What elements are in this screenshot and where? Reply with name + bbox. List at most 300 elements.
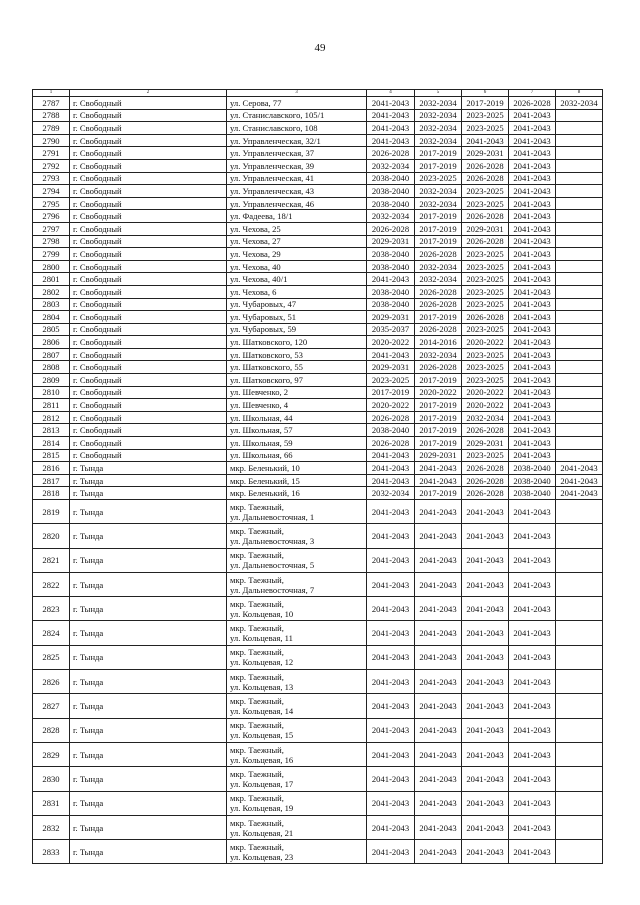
period-cell: 2023-2025 (462, 109, 509, 122)
period-cell (556, 694, 603, 718)
city-cell: г. Тында (70, 474, 227, 487)
address-line: ул. Дальневосточная, 5 (230, 560, 315, 571)
period-cell (556, 122, 603, 135)
row-number: 2800 (33, 260, 70, 273)
table-row (33, 742, 603, 766)
period-cell (556, 210, 603, 223)
address-line: мкр. Таежный, (230, 720, 284, 731)
period-cell: 2026-2028 (367, 222, 415, 235)
row-number: 2815 (33, 449, 70, 462)
row-number: 2823 (33, 597, 70, 621)
address-cell (227, 548, 367, 572)
period-cell: 2041-2043 (509, 399, 556, 412)
period-cell: 2041-2043 (462, 134, 509, 147)
row-number: 2826 (33, 670, 70, 694)
period-cell: 2041-2043 (415, 645, 462, 669)
period-cell: 2041-2043 (462, 621, 509, 645)
period-cell: 2023-2025 (462, 273, 509, 286)
address-cell (227, 449, 367, 462)
period-cell: 2035-2037 (367, 323, 415, 336)
address-cell (227, 411, 367, 424)
period-cell: 2038-2040 (509, 487, 556, 500)
table-row (33, 524, 603, 548)
period-cell: 2041-2043 (367, 548, 415, 572)
row-number: 2824 (33, 621, 70, 645)
city-cell: г. Свободный (70, 323, 227, 336)
period-cell: 2038-2040 (367, 260, 415, 273)
address-line: ул. Дальневосточная, 3 (230, 535, 315, 546)
address-line: ул. Кольцевая, 21 (230, 827, 294, 838)
address-cell (227, 374, 367, 387)
period-cell: 2017-2019 (415, 411, 462, 424)
address-cell (227, 235, 367, 248)
period-cell: 2023-2025 (462, 197, 509, 210)
period-cell: 2026-2028 (462, 210, 509, 223)
city-cell: г. Свободный (70, 97, 227, 110)
address-cell (227, 645, 367, 669)
period-cell (556, 670, 603, 694)
address-line: ул. Кольцевая, 19 (230, 803, 294, 814)
address-cell (227, 840, 367, 864)
period-cell: 2041-2043 (509, 694, 556, 718)
column-number-row (33, 90, 603, 97)
row-number: 2832 (33, 815, 70, 839)
period-cell: 2041-2043 (509, 621, 556, 645)
period-cell: 2017-2019 (415, 487, 462, 500)
period-cell: 2038-2040 (367, 424, 415, 437)
row-number: 2810 (33, 386, 70, 399)
period-cell: 2041-2043 (367, 524, 415, 548)
address-cell (227, 348, 367, 361)
address-line: ул. Чехова, 27 (230, 236, 281, 247)
address-cell (227, 791, 367, 815)
period-cell (556, 621, 603, 645)
city-cell: г. Свободный (70, 285, 227, 298)
table-row (33, 311, 603, 324)
table-row (33, 172, 603, 185)
period-cell: 2041-2043 (462, 500, 509, 524)
address-line: ул. Шевченко, 2 (230, 387, 289, 398)
row-number: 2822 (33, 572, 70, 596)
period-cell (556, 449, 603, 462)
table-row (33, 197, 603, 210)
period-cell: 2041-2043 (509, 134, 556, 147)
period-cell: 2041-2043 (415, 670, 462, 694)
city-cell: г. Тында (70, 621, 227, 645)
address-cell (227, 122, 367, 135)
table-row (33, 572, 603, 596)
address-line: мкр. Беленький, 15 (230, 475, 300, 486)
row-number: 2817 (33, 474, 70, 487)
address-cell (227, 97, 367, 110)
period-cell: 2041-2043 (509, 248, 556, 261)
address-line: ул. Чехова, 40/1 (230, 274, 288, 285)
row-number: 2809 (33, 374, 70, 387)
column-number: 4 (367, 90, 415, 97)
address-line: ул. Чехова, 40 (230, 261, 281, 272)
period-cell: 2026-2028 (367, 437, 415, 450)
city-cell: г. Тында (70, 767, 227, 791)
address-line: ул. Чехова, 6 (230, 286, 277, 297)
city-cell: г. Свободный (70, 374, 227, 387)
row-number: 2831 (33, 791, 70, 815)
period-cell: 2020-2022 (367, 399, 415, 412)
city-cell: г. Свободный (70, 311, 227, 324)
table-row (33, 694, 603, 718)
row-number: 2827 (33, 694, 70, 718)
period-cell: 2032-2034 (367, 159, 415, 172)
table-row (33, 159, 603, 172)
period-cell: 2041-2043 (509, 197, 556, 210)
row-number: 2814 (33, 437, 70, 450)
row-number: 2833 (33, 840, 70, 864)
row-number: 2818 (33, 487, 70, 500)
period-cell: 2041-2043 (509, 424, 556, 437)
row-number: 2805 (33, 323, 70, 336)
period-cell (556, 185, 603, 198)
period-cell: 2026-2028 (367, 411, 415, 424)
period-cell: 2017-2019 (462, 97, 509, 110)
period-cell: 2041-2043 (509, 235, 556, 248)
city-cell: г. Тында (70, 572, 227, 596)
period-cell: 2029-2031 (462, 437, 509, 450)
period-cell: 2032-2034 (415, 109, 462, 122)
city-cell: г. Свободный (70, 437, 227, 450)
period-cell: 2041-2043 (462, 597, 509, 621)
period-cell: 2032-2034 (415, 260, 462, 273)
period-cell: 2041-2043 (509, 840, 556, 864)
table-row (33, 348, 603, 361)
period-cell: 2041-2043 (367, 449, 415, 462)
period-cell (556, 437, 603, 450)
city-cell: г. Свободный (70, 424, 227, 437)
address-cell (227, 134, 367, 147)
period-cell: 2041-2043 (509, 323, 556, 336)
row-number: 2804 (33, 311, 70, 324)
table-row (33, 462, 603, 475)
period-cell: 2026-2028 (415, 285, 462, 298)
period-cell: 2038-2040 (367, 298, 415, 311)
city-cell: г. Свободный (70, 273, 227, 286)
address-line: ул. Кольцевая, 15 (230, 730, 294, 741)
period-cell: 2041-2043 (367, 597, 415, 621)
housing-schedule-table (32, 89, 603, 864)
period-cell: 2026-2028 (462, 235, 509, 248)
period-cell: 2041-2043 (556, 462, 603, 475)
address-line: мкр. Таежный, (230, 501, 284, 512)
period-cell: 2023-2025 (462, 248, 509, 261)
address-cell (227, 298, 367, 311)
period-cell (556, 718, 603, 742)
period-cell: 2041-2043 (367, 97, 415, 110)
period-cell: 2026-2028 (415, 361, 462, 374)
period-cell: 2041-2043 (509, 122, 556, 135)
period-cell: 2041-2043 (415, 462, 462, 475)
period-cell: 2041-2043 (415, 742, 462, 766)
period-cell: 2041-2043 (462, 791, 509, 815)
address-line: мкр. Таежный, (230, 525, 284, 536)
period-cell: 2041-2043 (367, 500, 415, 524)
period-cell: 2041-2043 (509, 285, 556, 298)
period-cell: 2029-2031 (367, 311, 415, 324)
period-cell (556, 311, 603, 324)
city-cell: г. Свободный (70, 185, 227, 198)
city-cell: г. Свободный (70, 159, 227, 172)
address-cell (227, 597, 367, 621)
table-row (33, 122, 603, 135)
period-cell: 2041-2043 (367, 122, 415, 135)
period-cell: 2041-2043 (367, 742, 415, 766)
address-line: ул. Чехова, 25 (230, 223, 281, 234)
period-cell: 2041-2043 (462, 840, 509, 864)
city-cell: г. Свободный (70, 222, 227, 235)
address-line: ул. Управленческая, 46 (230, 198, 315, 209)
table-row (33, 815, 603, 839)
period-cell: 2029-2031 (462, 147, 509, 160)
address-line: ул. Шатковского, 97 (230, 374, 303, 385)
period-cell: 2026-2028 (367, 147, 415, 160)
period-cell: 2023-2025 (367, 374, 415, 387)
address-line: ул. Кольцевая, 11 (230, 633, 293, 644)
period-cell (556, 645, 603, 669)
address-cell (227, 815, 367, 839)
column-number: 5 (415, 90, 462, 97)
period-cell (556, 767, 603, 791)
period-cell: 2041-2043 (509, 742, 556, 766)
address-line: ул. Кольцевая, 13 (230, 681, 294, 692)
period-cell: 2041-2043 (462, 694, 509, 718)
period-cell (556, 348, 603, 361)
table-row (33, 670, 603, 694)
table-body (33, 90, 603, 864)
column-number: 7 (509, 90, 556, 97)
row-number: 2808 (33, 361, 70, 374)
address-line: ул. Управленческая, 41 (230, 173, 315, 184)
period-cell: 2017-2019 (415, 222, 462, 235)
row-number: 2788 (33, 109, 70, 122)
address-line: ул. Дальневосточная, 7 (230, 584, 315, 595)
row-number: 2790 (33, 134, 70, 147)
row-number: 2796 (33, 210, 70, 223)
period-cell: 2041-2043 (415, 621, 462, 645)
period-cell: 2032-2034 (415, 185, 462, 198)
address-line: ул. Чехова, 29 (230, 248, 281, 259)
table-row (33, 298, 603, 311)
period-cell (556, 411, 603, 424)
city-cell: г. Свободный (70, 122, 227, 135)
table-row (33, 134, 603, 147)
address-cell (227, 437, 367, 450)
address-cell (227, 718, 367, 742)
address-line: ул. Кольцевая, 10 (230, 608, 294, 619)
city-cell: г. Свободный (70, 361, 227, 374)
address-line: ул. Станиславского, 105/1 (230, 110, 325, 121)
period-cell: 2026-2028 (462, 159, 509, 172)
row-number: 2812 (33, 411, 70, 424)
table-row (33, 235, 603, 248)
period-cell: 2023-2025 (462, 361, 509, 374)
period-cell: 2032-2034 (415, 97, 462, 110)
table-row (33, 548, 603, 572)
period-cell (556, 424, 603, 437)
table-row (33, 411, 603, 424)
column-number: 1 (33, 90, 70, 97)
address-line: ул. Школьная, 66 (230, 450, 293, 461)
period-cell: 2023-2025 (415, 172, 462, 185)
period-cell: 2020-2022 (462, 386, 509, 399)
city-cell: г. Тында (70, 645, 227, 669)
period-cell: 2041-2043 (462, 767, 509, 791)
period-cell: 2041-2043 (462, 645, 509, 669)
period-cell: 2041-2043 (367, 645, 415, 669)
period-cell: 2041-2043 (509, 260, 556, 273)
row-number: 2787 (33, 97, 70, 110)
period-cell: 2041-2043 (367, 767, 415, 791)
period-cell: 2041-2043 (509, 109, 556, 122)
period-cell: 2041-2043 (509, 572, 556, 596)
period-cell: 2041-2043 (462, 718, 509, 742)
row-number: 2821 (33, 548, 70, 572)
address-cell (227, 197, 367, 210)
period-cell: 2038-2040 (367, 197, 415, 210)
table-row (33, 336, 603, 349)
period-cell: 2017-2019 (415, 424, 462, 437)
period-cell: 2032-2034 (556, 97, 603, 110)
city-cell: г. Свободный (70, 298, 227, 311)
period-cell: 2041-2043 (367, 134, 415, 147)
row-number: 2792 (33, 159, 70, 172)
address-cell (227, 323, 367, 336)
column-number: 8 (556, 90, 603, 97)
period-cell: 2041-2043 (367, 670, 415, 694)
period-cell: 2041-2043 (509, 597, 556, 621)
period-cell: 2032-2034 (415, 122, 462, 135)
period-cell: 2041-2043 (509, 374, 556, 387)
address-cell (227, 172, 367, 185)
period-cell: 2029-2031 (367, 361, 415, 374)
city-cell: г. Свободный (70, 348, 227, 361)
period-cell: 2041-2043 (462, 548, 509, 572)
period-cell: 2017-2019 (415, 235, 462, 248)
row-number: 2807 (33, 348, 70, 361)
table-row (33, 185, 603, 198)
table-row (33, 109, 603, 122)
city-cell: г. Свободный (70, 109, 227, 122)
address-line: мкр. Таежный, (230, 841, 284, 852)
period-cell: 2032-2034 (367, 210, 415, 223)
table-row (33, 210, 603, 223)
period-cell: 2023-2025 (462, 122, 509, 135)
address-line: ул. Чубаровых, 51 (230, 311, 297, 322)
table-row (33, 97, 603, 110)
address-line: ул. Фадеева, 18/1 (230, 211, 293, 222)
address-line: ул. Кольцевая, 14 (230, 706, 294, 717)
period-cell: 2032-2034 (462, 411, 509, 424)
address-line: мкр. Таежный, (230, 817, 284, 828)
address-line: ул. Кольцевая, 23 (230, 851, 294, 862)
period-cell: 2041-2043 (509, 348, 556, 361)
table-row (33, 374, 603, 387)
period-cell: 2041-2043 (462, 572, 509, 596)
period-cell: 2020-2022 (415, 386, 462, 399)
address-cell (227, 694, 367, 718)
period-cell: 2041-2043 (509, 361, 556, 374)
page-number: 49 (314, 42, 326, 54)
city-cell: г. Свободный (70, 248, 227, 261)
period-cell: 2026-2028 (462, 311, 509, 324)
period-cell: 2041-2043 (415, 718, 462, 742)
period-cell: 2020-2022 (462, 399, 509, 412)
period-cell (556, 235, 603, 248)
address-line: мкр. Таежный, (230, 696, 284, 707)
period-cell (556, 273, 603, 286)
row-number: 2806 (33, 336, 70, 349)
row-number: 2791 (33, 147, 70, 160)
period-cell: 2026-2028 (462, 424, 509, 437)
period-cell: 2026-2028 (509, 97, 556, 110)
period-cell (556, 336, 603, 349)
period-cell: 2026-2028 (462, 172, 509, 185)
address-line: ул. Серова, 77 (230, 97, 282, 108)
period-cell: 2041-2043 (415, 500, 462, 524)
row-number: 2830 (33, 767, 70, 791)
table-row (33, 487, 603, 500)
period-cell: 2026-2028 (462, 487, 509, 500)
period-cell: 2041-2043 (367, 572, 415, 596)
address-line: ул. Школьная, 44 (230, 412, 293, 423)
row-number: 2789 (33, 122, 70, 135)
row-number: 2828 (33, 718, 70, 742)
period-cell: 2023-2025 (462, 449, 509, 462)
row-number: 2816 (33, 462, 70, 475)
period-cell: 2041-2043 (509, 222, 556, 235)
period-cell (556, 572, 603, 596)
period-cell: 2038-2040 (509, 474, 556, 487)
period-cell: 2026-2028 (462, 462, 509, 475)
city-cell: г. Тында (70, 840, 227, 864)
period-cell (556, 248, 603, 261)
city-cell: г. Тында (70, 597, 227, 621)
city-cell: г. Свободный (70, 449, 227, 462)
period-cell: 2041-2043 (367, 621, 415, 645)
address-cell (227, 336, 367, 349)
address-line: мкр. Беленький, 16 (230, 488, 300, 499)
period-cell (556, 374, 603, 387)
period-cell (556, 147, 603, 160)
address-line: ул. Шатковского, 53 (230, 349, 303, 360)
period-cell: 2041-2043 (509, 670, 556, 694)
address-cell (227, 621, 367, 645)
period-cell (556, 298, 603, 311)
period-cell (556, 386, 603, 399)
address-line: ул. Школьная, 59 (230, 437, 293, 448)
address-cell (227, 572, 367, 596)
city-cell: г. Тында (70, 500, 227, 524)
table-row (33, 424, 603, 437)
table-row (33, 621, 603, 645)
city-cell: г. Тында (70, 548, 227, 572)
address-cell (227, 361, 367, 374)
period-cell: 2026-2028 (462, 474, 509, 487)
row-number: 2819 (33, 500, 70, 524)
period-cell: 2041-2043 (415, 572, 462, 596)
row-number: 2803 (33, 298, 70, 311)
period-cell (556, 399, 603, 412)
address-line: мкр. Таежный, (230, 598, 284, 609)
period-cell: 2041-2043 (462, 670, 509, 694)
city-cell: г. Тында (70, 791, 227, 815)
period-cell: 2041-2043 (367, 462, 415, 475)
